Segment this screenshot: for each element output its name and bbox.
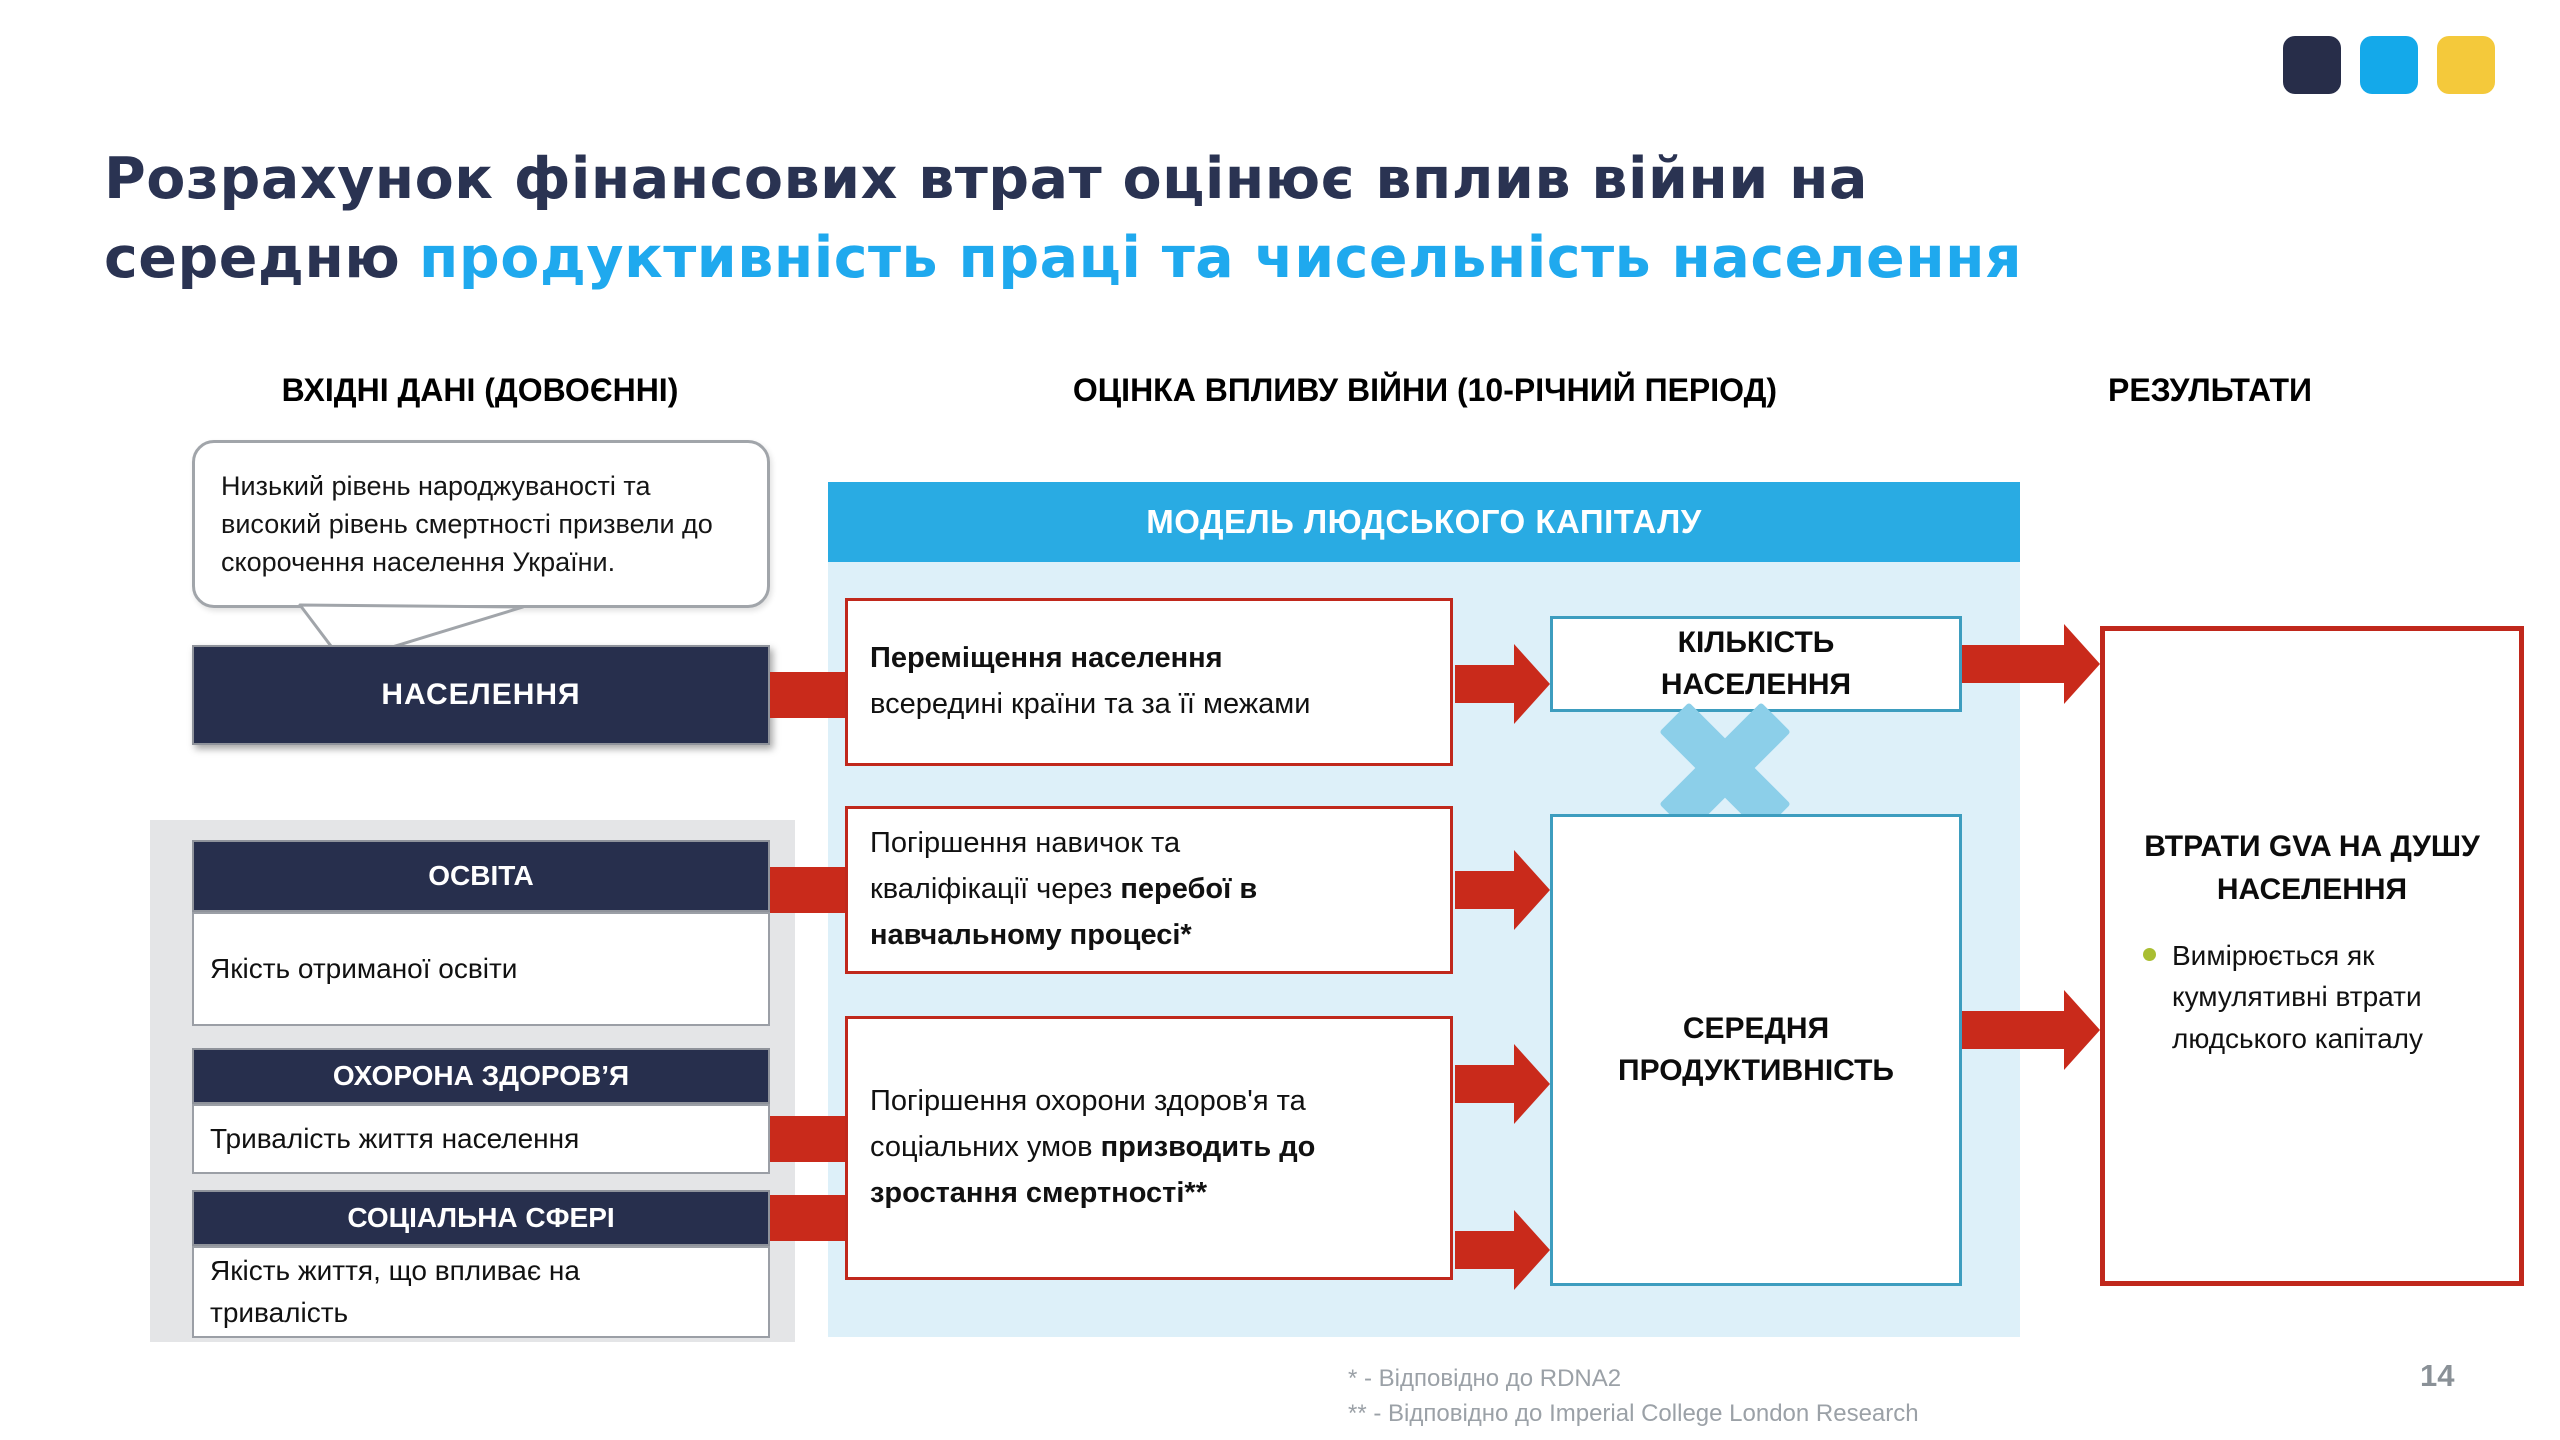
- title-line-2-dark: середню: [104, 224, 401, 291]
- results-title: ВТРАТИ GVA НА ДУШУ НАСЕЛЕННЯ: [2144, 830, 2480, 906]
- social-header-label: СОЦІАЛЬНА СФЕРІ: [347, 1202, 615, 1233]
- arrow-head: [2064, 990, 2100, 1070]
- arrow-health-to-productivity-upper: [1455, 1044, 1550, 1124]
- connector-population-to-model: [770, 672, 848, 718]
- column-header-inputs: ВХІДНІ ДАНІ (ДОВОЄННІ): [281, 372, 679, 408]
- social-body-box: [192, 1246, 770, 1338]
- column-header-results: РЕЗУЛЬТАТИ: [2107, 372, 2312, 408]
- arrow-shaft: [1455, 1065, 1518, 1103]
- health-impact-box: [845, 1016, 1453, 1280]
- arrow-head: [1514, 850, 1550, 930]
- logo-square-yellow: [2437, 36, 2495, 94]
- health-impact-line-1: Погіршення охорони здоров'я та: [870, 1085, 1306, 1118]
- footnotes: [1348, 1362, 1919, 1432]
- circle-bullet-icon: [2143, 948, 2156, 961]
- health-impact-line-2: соціальних умов призводить до: [870, 1131, 1316, 1164]
- displacement-box: [845, 598, 1453, 766]
- results-bullet-text: Вимірюється як кумулятивні втрати людського капіталу: [2172, 940, 2423, 1054]
- arrow-shaft: [1962, 1011, 2066, 1049]
- results-bullet-item: [2143, 935, 2491, 1058]
- page-title: [104, 140, 2504, 297]
- healthcare-header-label: ОХОРОНА ЗДОРОВ’Я: [332, 1060, 630, 1091]
- connector-social-to-model: [770, 1195, 848, 1241]
- education-body-box: [192, 912, 770, 1026]
- education-impact-line-3: навчальному процесі*: [870, 918, 1192, 951]
- education-impact-line-1: Погіршення навичок та: [870, 827, 1181, 860]
- arrow-shaft: [1962, 645, 2066, 683]
- population-label: НАСЕЛЕННЯ: [381, 678, 581, 711]
- healthcare-header-box: [192, 1048, 770, 1104]
- arrow-shaft: [1455, 665, 1518, 703]
- displacement-line-2: всередині країни та за її межами: [870, 688, 1311, 720]
- arrow-head: [1514, 1210, 1550, 1290]
- title-line-2: [104, 219, 2504, 298]
- education-header-box: [192, 840, 770, 912]
- logo-square-blue: [2360, 36, 2418, 94]
- avg-productivity-box: [1550, 814, 1962, 1286]
- callout-bubble: [192, 440, 770, 608]
- logo-square-navy: [2283, 36, 2341, 94]
- results-box: [2100, 626, 2524, 1286]
- title-line-2-accent: продуктивність праці та чисельність населення: [419, 224, 2023, 291]
- human-capital-panel-header: МОДЕЛЬ ЛЮДСЬКОГО КАПІТАЛУ: [828, 482, 2020, 562]
- arrow-education-to-productivity: [1455, 850, 1550, 930]
- arrow-shaft: [1455, 1231, 1518, 1269]
- social-header-box: [192, 1190, 770, 1246]
- population-count-label: КІЛЬКІСТЬ НАСЕЛЕННЯ: [1660, 626, 1852, 701]
- connector-healthcare-to-model: [770, 1116, 848, 1162]
- arrow-count-to-results: [1962, 622, 2100, 706]
- social-body-text: Якість життя, що впливає на тривалість: [210, 1255, 580, 1328]
- arrow-head: [1514, 1044, 1550, 1124]
- education-impact-line-2: кваліфікації через перебої в: [870, 873, 1258, 906]
- healthcare-body-text: Тривалість життя населення: [210, 1123, 580, 1154]
- arrow-health-to-productivity-lower: [1455, 1210, 1550, 1290]
- title-line-1: Розрахунок фінансових втрат оцінює вплив війни на: [104, 146, 1868, 212]
- education-header-label: ОСВІТА: [428, 860, 534, 891]
- avg-productivity-label: СЕРЕДНЯ ПРОДУКТИВНІСТЬ: [1618, 1012, 1894, 1087]
- health-impact-line-3: зростання смертності**: [870, 1176, 1207, 1209]
- education-impact-box: [845, 806, 1453, 974]
- education-body-text: Якість отриманої освіти: [210, 953, 518, 984]
- footnote-2: ** - Відповідно до Imperial College London Research: [1348, 1399, 1919, 1427]
- arrow-displacement-to-count: [1455, 644, 1550, 724]
- arrow-shaft: [1455, 871, 1518, 909]
- callout-text: Низький рівень народжуваності та високий рівень смертності призвели до скорочення населення України.: [221, 470, 713, 578]
- connector-education-to-model: [770, 867, 848, 913]
- displacement-line-1: Переміщення населення: [870, 642, 1223, 675]
- population-box: [192, 645, 770, 745]
- arrow-productivity-to-results: [1962, 988, 2100, 1072]
- column-header-assessment: ОЦІНКА ВПЛИВУ ВІЙНИ (10-РІЧНИЙ ПЕРІОД): [1072, 372, 1778, 408]
- healthcare-body-box: [192, 1104, 770, 1174]
- footnote-1: * - Відповідно до RDNA2: [1348, 1365, 1622, 1392]
- page-number: 14: [2420, 1358, 2455, 1393]
- arrow-head: [1514, 644, 1550, 724]
- arrow-head: [2064, 624, 2100, 704]
